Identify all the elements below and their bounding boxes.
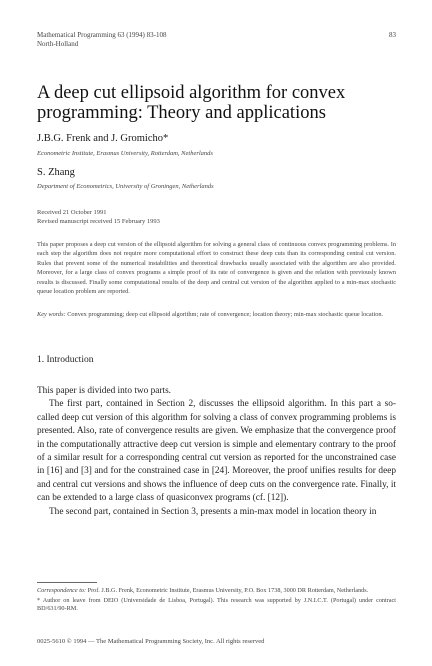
- section-body: [37, 385, 396, 519]
- page-number: 83: [389, 31, 396, 39]
- publisher-line: North-Holland: [37, 40, 79, 48]
- footnotes: [37, 587, 396, 615]
- body-paragraph: This paper is divided into two parts.: [37, 386, 172, 396]
- author-names: S. Zhang: [37, 167, 75, 178]
- section-heading: 1. Introduction: [37, 355, 94, 365]
- footnote: [37, 587, 396, 596]
- footnote: [37, 597, 396, 614]
- keywords: [37, 310, 396, 319]
- footnote-text: * Author on leave from DEIO (Universidade de Lisboa, Portugal). This research was supported by J.N.I.C.T. (Portugal) under contract BD/631/90-RM.: [37, 596, 396, 613]
- author-affiliation: Econometric Institute, Erasmus University, Rotterdam, Netherlands: [37, 150, 213, 157]
- revised-date: Revised manuscript received 15 February 1993: [37, 218, 160, 225]
- paper-title: A deep cut ellipsoid algorithm for convex programming: Theory and applications: [37, 83, 346, 123]
- body-paragraph: The first part, contained in Section 2, discusses the ellipsoid algorithm. In this part a so-called deep cut version of this algorithm for solving a class of convex programming problems is presented. Also, rate of convergence results are given. We emphasize that the convergence proof in the computationally attractive deep cut version is simple and elementary contrary to the proof of a similar result for a corresponding central cut version as reported for the unconstrained case in [16] and [3] and for the constrained case in [24]. Moreover, the proof unifies results for deep and central cut versions and shows the influence of deep cuts on the convergence rate. Finally, it can be extended to a large class of quasiconvex programs (cf. [12]).: [37, 399, 396, 504]
- abstract: This paper proposes a deep cut version of the ellipsoid algorithm for solving a general class of continuous convex programming problems. In each step the algorithm does not require more computational effort to construct these deep cuts than its corresponding central cut version. Rules that prevent some of the numerical instabilities and theoretical drawbacks usually associated with the algorithm are also provided. Moreover, for a large class of convex programs a simple proof of its rate of convergence is given and the relation with previously known results is discussed. Finally some computational results of the deep and central cut version of the algorithm applied to a min-max stochastic queue location problem are reported.: [37, 241, 396, 296]
- submission-dates: [37, 208, 160, 226]
- body-paragraph: The second part, contained in Section 3, presents a min-max model in location theory in: [49, 506, 377, 517]
- copyright-line: 0025-5610 © 1994 — The Mathematical Programming Society, Inc. All rights reserved: [37, 638, 265, 645]
- keywords-label: Key words:: [37, 311, 66, 318]
- received-date: Received 21 October 1991: [37, 209, 107, 216]
- author-affiliation: Department of Econometrics, University of Groningen, Netherlands: [37, 183, 214, 190]
- footnote-label: Correspondence to:: [37, 587, 87, 594]
- author-names: J.B.G. Frenk and J. Gromicho*: [37, 133, 169, 144]
- running-head: [37, 31, 396, 49]
- keywords-text: Convex programming; deep cut ellipsoid algorithm; rate of convergence; location theory; min-max stochastic queue location.: [67, 311, 384, 318]
- journal-line: Mathematical Programming 63 (1994) 83-108: [37, 31, 167, 39]
- footnote-divider: [37, 582, 97, 583]
- footnote-text: Prof. J.B.G. Frenk, Econometric Institute, Erasmus University, P.O. Box 1738, 3000 DR Rotterdam, Netherlands.: [87, 587, 369, 594]
